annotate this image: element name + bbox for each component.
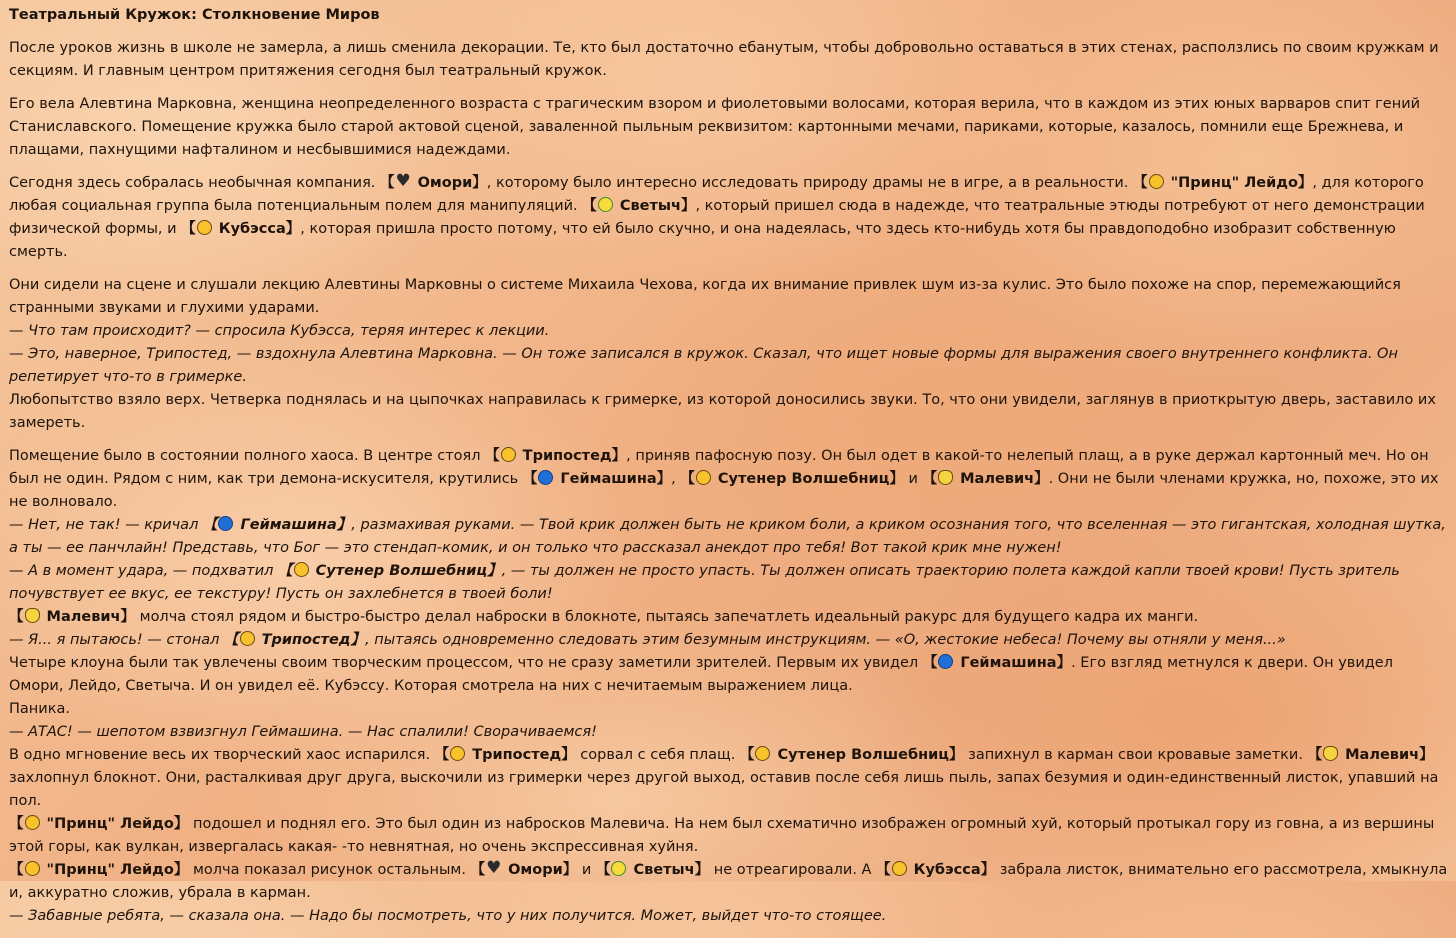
text-run: — Что там происходит? — спросила Кубэсса, теряя интерес к лекции. — [9, 323, 550, 339]
text-run: , приняв пафосную позу. Он был одет в какой-то нелепый плащ, а в руке держал картонный меч. Но он был не один. Рядом с ним, как три демона-искусителя, крутились — [9, 448, 1429, 487]
sweat-smile-face-icon — [197, 220, 212, 235]
paragraph — [9, 93, 1449, 162]
character-name: Кубэсса — [908, 862, 981, 878]
character-name: Малевич — [1340, 747, 1420, 763]
thinking-face-icon — [450, 746, 465, 761]
story-body — [9, 37, 1449, 928]
character-tag-leido: 【 "Принц" Лейдо】 — [9, 816, 189, 832]
text-run: — Это, наверное, Трипостед, — вздохнула Алевтина Марковна. — Он тоже записался в кружок. Сказал, что ищет новые формы для выражения своего внутреннего конфликта. Он репетирует что-то в гримерке. — [9, 346, 1398, 385]
sweat-smile-face-icon — [892, 861, 907, 876]
character-name: Трипостед — [256, 632, 351, 648]
character-tag-kubessa: 【 Кубэсса】 — [181, 221, 301, 237]
text-run: , для которого любая социальная группа была потенциальным полем для манипуляций. — [9, 175, 1424, 214]
text-run: . Его взгляд метнулся к двери. Он увидел Омори, Лейдо, Светыча. И он увидел её. Кубэссу. Которая смотрела на них с нечитаемым выражением лица. — [9, 655, 1393, 694]
character-tag-malevich: 【 Малевич】 — [922, 471, 1049, 487]
narration-line — [9, 172, 1449, 264]
narration-line — [9, 445, 1449, 514]
text-run: и — [903, 471, 923, 487]
text-run: запихнул в карман свои кровавые заметки. — [963, 747, 1308, 763]
character-tag-kubessa: 【 Кубэсса】 — [876, 862, 996, 878]
text-run: , — ты должен не просто упасть. Ты должен описать траекторию полета каждой капли твоей крови! Пусть зритель почувствует ее вкус, ее текстуру! Пусть он захлебнется в твоей боли! — [9, 563, 1400, 602]
character-tag-svetych: 【 Светыч】 — [582, 198, 696, 214]
character-name: Геймашина — [235, 517, 337, 533]
character-name: Трипостед — [467, 747, 562, 763]
narration-line — [9, 744, 1449, 813]
text-run: подошел и поднял его. Это был один из набросков Малевича. На нем был схематично изображен огромный хуй, который протыкал гору из говна, а из вершины этой горы, как вулкан, извергалась какая- -то невнятная, но очень экспрессивная хуйня. — [9, 816, 1435, 855]
text-run: молча показал рисунок остальным. — [188, 862, 471, 878]
paragraph — [9, 274, 1449, 435]
smiling-face-icon — [1149, 174, 1164, 189]
black-heart-icon — [486, 861, 501, 876]
text-run: После уроков жизнь в школе не замерла, а лишь сменила декорации. Те, кто был достаточно ебанутым, чтобы добровольно оставаться в этих стенах, расползлись по своим кружкам и секциям. И главным центром притяжения сегодня был театральный кружок. — [9, 40, 1439, 79]
character-tag-sutener: 【 Сутенер Волшебниц】 — [680, 471, 904, 487]
dialogue-line — [9, 905, 1449, 928]
character-name: Кубэсса — [213, 221, 286, 237]
narration-line — [9, 652, 1449, 698]
character-name: Сутенер Волшебниц — [772, 747, 949, 763]
story-title: Театральный Кружок: Столкновение Миров — [9, 7, 380, 23]
narration-line — [9, 37, 1449, 83]
thinking-face-icon — [501, 447, 516, 462]
text-run: В одно мгновение весь их творческий хаос испарился. — [9, 747, 435, 763]
green-face-icon — [598, 197, 613, 212]
text-run: — АТАС! — шепотом взвизгнул Геймашина. — Нас спалили! Сворачиваемся! — [9, 724, 597, 740]
character-tag-omori: 【♥ Омори】 — [380, 175, 487, 191]
thinking-face-icon — [240, 631, 255, 646]
text-run: , размахивая руками. — Твой крик должен быть не криком боли, а криком осознания того, что вселенная — это гигантская, холодная шутка, а ты — ее панчлайн! Представь, что Бог — это стендап-комик, и он только что рассказал анекдот про тебя! Вот такой крик мне нужен! — [9, 517, 1446, 556]
text-run: , пытаясь одновременно следовать этим безумным инструкциям. — «О, жестокие небеса! Почему вы отняли у меня...» — [365, 632, 1286, 648]
character-tag-tripo: 【 Трипостед】 — [434, 747, 576, 763]
text-run: — Я... я пытаюсь! — стонал — [9, 632, 225, 648]
character-tag-tripo: 【 Трипостед】 — [224, 632, 366, 648]
narration-line — [9, 859, 1449, 905]
text-run: — Забавные ребята, — сказала она. — Надо бы посмотреть, что у них получится. Может, выйдет что-то стоящее. — [9, 908, 887, 924]
character-name: Омори — [412, 175, 473, 191]
character-tag-tripo: 【 Трипостед】 — [485, 448, 627, 464]
text-run: Его вела Алевтина Марковна, женщина неопределенного возраста с трагическим взором и фиолетовыми волосами, которая верила, что в каждом из этих юных варваров спит гений Станиславского. Помещение кружка было старой актовой сценой, заваленной пыльным реквизитом: картонными мечами, париками, которые, казалось, помнили еще Брежнева, и плащами, пахнущими нафталином и несбывшимися надеждами. — [9, 96, 1421, 158]
blue-circle-icon — [218, 516, 233, 531]
black-heart-icon — [396, 174, 411, 189]
character-tag-malevich: 【 Малевич】 — [1307, 747, 1434, 763]
character-name: Светыч — [614, 198, 681, 214]
narration-line — [9, 698, 1449, 721]
text-run: молча стоял рядом и быстро-быстро делал наброски в блокноте, пытаясь запечатлеть идеальный ракурс для будущего кадра их манги. — [135, 609, 1199, 625]
spiral-eyes-face-icon — [755, 746, 770, 761]
text-run: и — [577, 862, 596, 878]
narration-line — [9, 813, 1449, 859]
paragraph — [9, 172, 1449, 264]
pumpkin-face-icon — [1323, 746, 1338, 761]
story-document — [9, 4, 1449, 938]
text-run: захлопнул блокнот. Они, расталкивая друг друга, выскочили из гримерки через другой выход, оставив после себя лишь пыль, запах безумия и один-единственный листок, упавший на пол. — [9, 770, 1439, 809]
narration-line — [9, 93, 1449, 162]
smiling-face-icon — [25, 861, 40, 876]
text-run: — А в момент удара, — подхватил — [9, 563, 279, 579]
pumpkin-face-icon — [25, 608, 40, 623]
character-name: "Принц" Лейдо — [41, 862, 174, 878]
character-tag-leido: 【 "Принц" Лейдо】 — [1133, 175, 1313, 191]
green-face-icon — [611, 861, 626, 876]
character-name: "Принц" Лейдо — [41, 816, 174, 832]
text-run: , которому было интересно исследовать природу драмы не в игре, а в реальности. — [486, 175, 1134, 191]
blue-circle-icon — [538, 470, 553, 485]
text-run: . Они не были членами кружка, но, похоже, это их не волновало. — [9, 471, 1439, 510]
text-run: забрала листок, внимательно его рассмотрела, хмыкнула и, аккуратно сложив, убрала в карман. — [9, 862, 1448, 901]
text-run: Четыре клоуна были так увлечены своим творческим процессом, что не сразу заметили зрителей. Первым их увидел — [9, 655, 923, 671]
dialogue-line — [9, 514, 1449, 560]
dialogue-line — [9, 721, 1449, 744]
character-tag-geim: 【 Геймашина】 — [202, 517, 352, 533]
text-run: , которая пришла просто потому, что ей было скучно, и она надеялась, что здесь кто-нибудь хотя бы правдоподобно изобразит собственную смерть. — [9, 221, 1396, 260]
text-run: , — [671, 471, 681, 487]
character-tag-geim: 【 Геймашина】 — [522, 471, 672, 487]
paragraph — [9, 37, 1449, 83]
character-name: Малевич — [41, 609, 121, 625]
text-run: не отреагировали. А — [709, 862, 877, 878]
text-run: — Нет, не так! — кричал — [9, 517, 203, 533]
character-name: Сутенер Волшебниц — [712, 471, 890, 487]
character-tag-omori: 【♥ Омори】 — [471, 862, 578, 878]
text-run: Они сидели на сцене и слушали лекцию Алевтины Марковны о системе Михаила Чехова, когда их внимание привлек шум из-за кулис. Это было похоже на спор, перемежающийся странными звуками и глухими ударами. — [9, 277, 1401, 316]
character-name: Трипостед — [517, 448, 612, 464]
character-tag-geim: 【 Геймашина】 — [922, 655, 1072, 671]
character-tag-svetych: 【 Светыч】 — [595, 862, 710, 878]
character-name: Геймашина — [555, 471, 657, 487]
dialogue-line — [9, 343, 1449, 389]
spiral-eyes-face-icon — [696, 470, 711, 485]
character-tag-malevich: 【 Малевич】 — [9, 609, 136, 625]
blue-circle-icon — [938, 654, 953, 669]
character-name: Сутенер Волшебниц — [310, 563, 488, 579]
narration-line — [9, 274, 1449, 320]
text-run: Любопытство взяло верх. Четверка поднялась и на цыпочках направилась к гримерке, из которой доносились звуки. То, что они увидели, заглянув в приоткрытую дверь, заставило их замереть. — [9, 392, 1436, 431]
pumpkin-face-icon — [938, 470, 953, 485]
text-run: сорвал с себя плащ. — [575, 747, 740, 763]
character-name: "Принц" Лейдо — [1165, 175, 1298, 191]
smiling-face-icon — [25, 815, 40, 830]
character-tag-leido: 【 "Принц" Лейдо】 — [9, 862, 189, 878]
paragraph — [9, 445, 1449, 928]
text-run: , который пришел сюда в надежде, что театральные этюды потребуют от него демонстрации физической формы, и — [9, 198, 1425, 237]
character-name: Светыч — [628, 862, 695, 878]
spiral-eyes-face-icon — [294, 562, 309, 577]
character-name: Омори — [503, 862, 563, 878]
text-run: Паника. — [9, 701, 70, 717]
dialogue-line — [9, 320, 1449, 343]
character-name: Малевич — [955, 471, 1035, 487]
character-tag-sutener: 【 Сутенер Волшебниц】 — [278, 563, 502, 579]
dialogue-line — [9, 629, 1449, 652]
text-run: Помещение было в состоянии полного хаоса. В центре стоял — [9, 448, 486, 464]
narration-line — [9, 389, 1449, 435]
narration-line — [9, 606, 1449, 629]
character-tag-sutener: 【 Сутенер Волшебниц】 — [739, 747, 964, 763]
dialogue-line — [9, 560, 1449, 606]
text-run: Сегодня здесь собралась необычная компания. — [9, 175, 381, 191]
character-name: Геймашина — [955, 655, 1057, 671]
